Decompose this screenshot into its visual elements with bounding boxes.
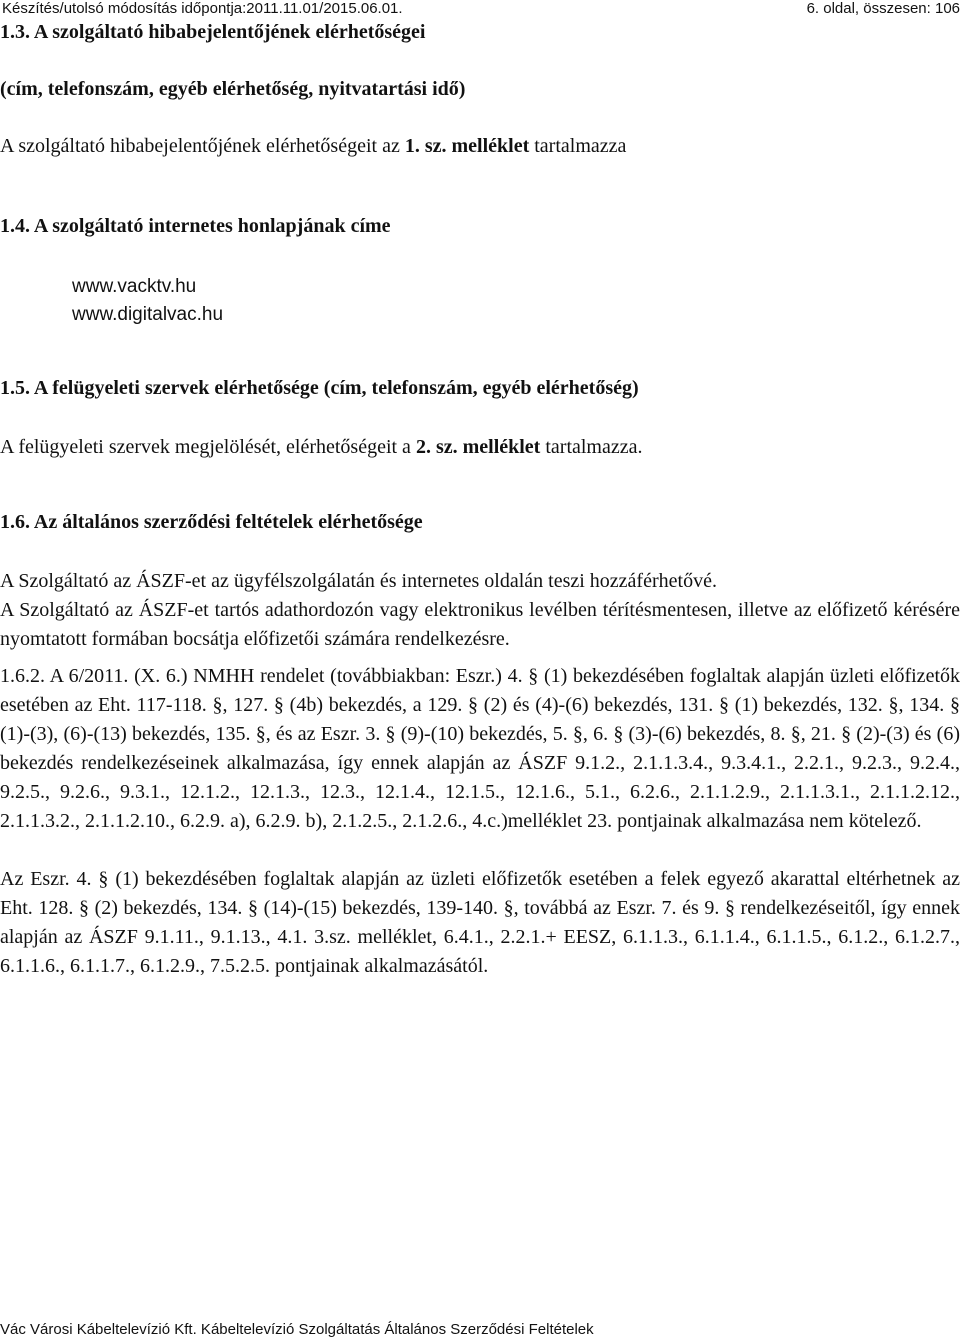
- section-1-5-text: [0, 433, 960, 462]
- document-body: [0, 18, 960, 981]
- annex-reference: 2. sz. melléklet: [415, 436, 541, 458]
- section-1-6-2-text: 1.6.2. A 6/2011. (X. 6.) NMHH rendelet (továbbiakban: Eszr.) 4. § (1) bekezdésében foglaltak alapján üzleti előfizetők esetében az Eht. 117-118. §, 127. § (4b) bekezdés, a 129. § (2) és (4)-(6) bekezdés, 131. § (1) bekezdés, 132. §, 134. § (1)-(3), (6)-(13) bekezdés, 135. §, és az Eszr. 3. § (9)-(10) bekezdés, 5. §, 6. § (3)-(6) bekezdés, 8. §, 21. § (2)-(3) és (6) bekezdés rendelkezéseinek alkalmazása, így ennek alapján az ÁSZF 9.1.2., 2.1.1.3.4., 9.3.4.1., 2.2.1., 9.2.3., 9.2.4., 9.2.5., 9.2.6., 9.3.1., 12.1.2., 12.1.3., 12.3., 12.1.4., 12.1.5., 12.1.6., 5.1., 6.2.6., 2.1.1.2.9., 2.1.1.3.1., 2.1.1.2.12., 2.1.1.3.2., 2.1.1.2.10., 6.2.9. a), 6.2.9. b), 2.1.2.5., 2.1.2.6., 4.c.)melléklet 23. pontjainak alkalmazása nem kötelező.: [0, 665, 960, 832]
- website-link-digitalvac[interactable]: www.digitalvac.hu: [72, 304, 224, 325]
- page-number: 6. oldal, összesen: 106: [806, 0, 960, 17]
- annex-reference: 1. sz. melléklet: [404, 135, 530, 157]
- section-1-3-title: 1.3. A szolgáltató hibabejelentőjének elérhetőségei: [0, 21, 426, 43]
- section-1-4-title: 1.4. A szolgáltató internetes honlapjának címe: [0, 215, 391, 237]
- text-segment: tartalmazza.: [540, 436, 643, 458]
- section-1-6-exceptions-text: Az Eszr. 4. § (1) bekezdésében foglaltak alapján az üzleti előfizetők esetében a felek egyező akarattal eltérhetnek az Eht. 128. § (2) bekezdés, 134. § (14)-(15) bekezdés, 139-140. §, továbbá az Eszr. 7. és 9. § rendelkezéseitől, így ennek alapján az ÁSZF 9.1.11., 9.1.13., 4.1. 3.sz. melléklet, 6.4.1., 2.2.1.+ EESZ, 6.1.1.3., 6.1.1.4., 6.1.1.5., 6.1.2., 6.1.2.7., 6.1.1.6., 6.1.1.7., 6.1.2.9., 7.5.2.5. pontjainak alkalmazásától.: [0, 868, 960, 977]
- section-1-6-delivery-text: A Szolgáltató az ÁSZF-et tartós adathordozón vagy elektronikus levélben térítésmentesen, illetve az előfizető kérésére nyomtatott formában bocsátja előfizetői számára rendelkezésre.: [0, 599, 960, 650]
- website-link-vacktv[interactable]: www.vacktv.hu: [72, 276, 197, 297]
- text-segment: tartalmazza: [529, 135, 627, 157]
- text-segment: A szolgáltató hibabejelentőjének elérhetőségeit az: [0, 135, 405, 157]
- section-1-3-text: [0, 132, 960, 161]
- section-1-5-title: 1.5. A felügyeleti szervek elérhetősége (cím, telefonszám, egyéb elérhetőség): [0, 377, 639, 399]
- page-header: [0, 0, 960, 20]
- section-1-6-title: 1.6. Az általános szerződési feltételek elérhetősége: [0, 511, 423, 533]
- revision-date: Készítés/utolsó módosítás időpontja:2011.11.01/2015.06.01.: [2, 0, 403, 17]
- text-segment: A felügyeleti szervek megjelölését, elérhetőségeit a: [0, 436, 416, 458]
- section-1-3-subtitle: (cím, telefonszám, egyéb elérhetőség, nyitvatartási idő): [0, 78, 466, 100]
- section-1-6-availability-text: A Szolgáltató az ÁSZF-et az ügyfélszolgálatán és internetes oldalán teszi hozzáférhetővé.: [0, 570, 717, 592]
- page-footer: Vác Városi Kábeltelevízió Kft. Kábeltelevízió Szolgáltatás Általános Szerződési Feltételek: [0, 1321, 594, 1338]
